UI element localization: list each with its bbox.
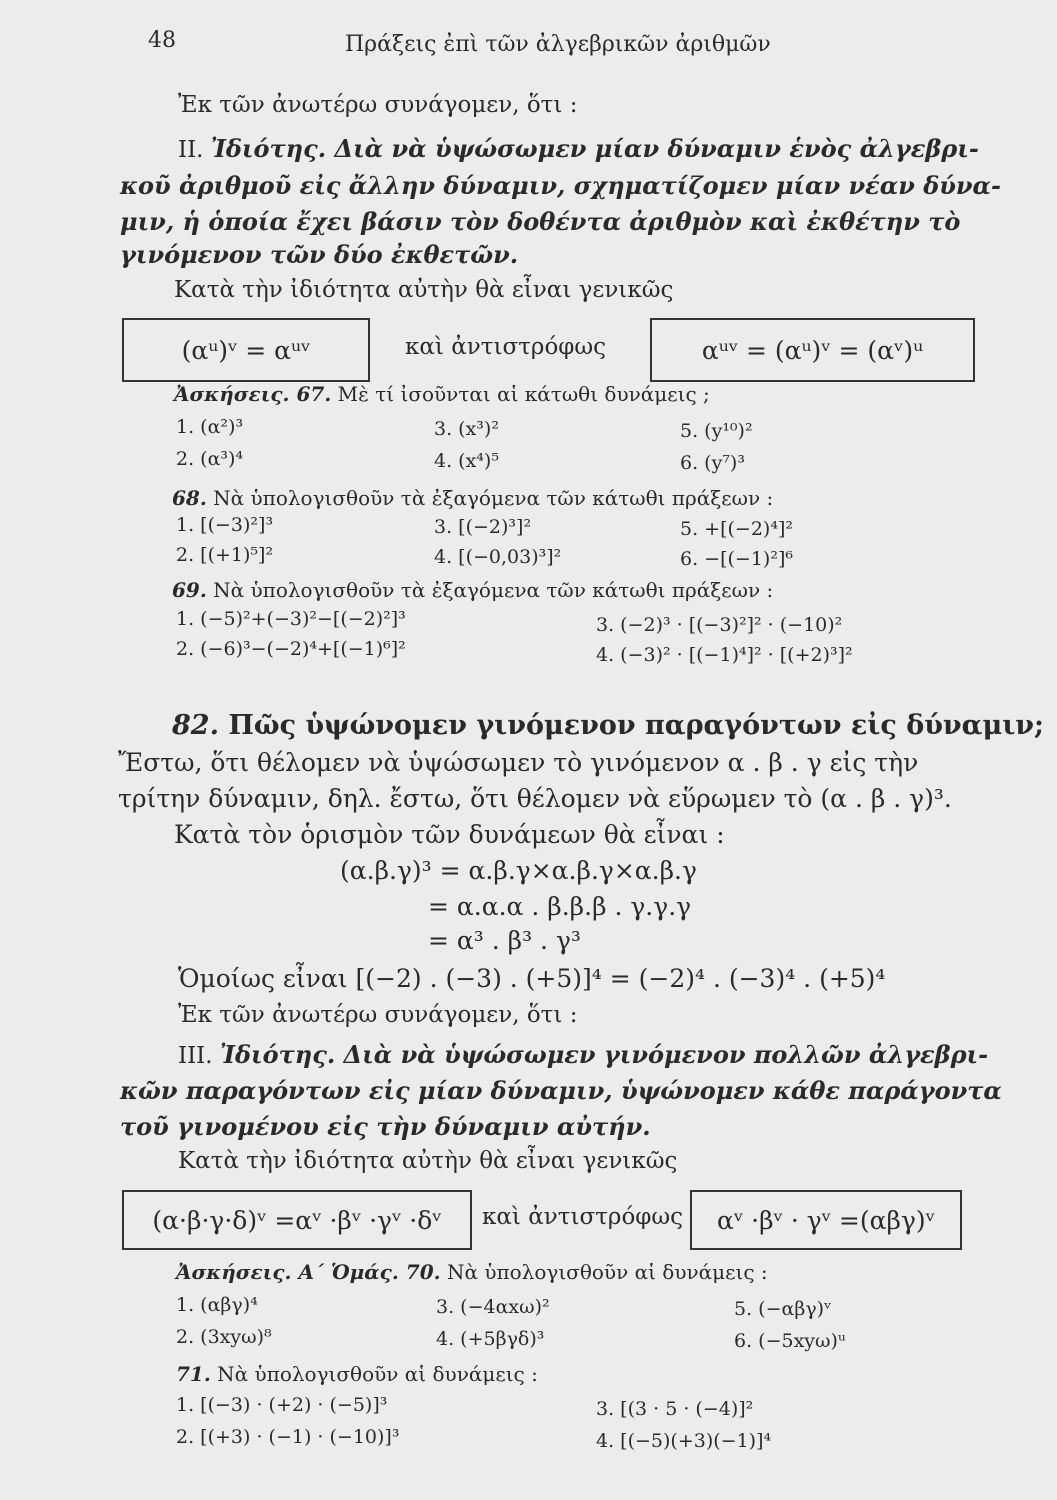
ex68-item-2: 2. [(+1)⁵]²	[176, 544, 274, 566]
exercise-question: Νὰ ὑπολογισθοῦν αἱ δυνάμεις :	[446, 1260, 768, 1284]
exercise-question: Νὰ ὑπολογισθοῦν αἱ δυνάμεις :	[217, 1362, 538, 1386]
ex68-item-5: 5. +[(−2)⁴]²	[680, 518, 793, 540]
property-label: III.	[178, 1043, 220, 1069]
ex68-item-6: 6. −[(−1)²]⁶	[680, 548, 793, 570]
exercise-label: Ἀσκήσεις. Α΄ Ὁμάς. 70.	[176, 1260, 441, 1284]
formula-left: (α·β·γ·δ)ᵛ =αᵛ ·βᵛ ·γᵛ ·δᵛ	[152, 1205, 442, 1235]
exercise-67-header	[174, 382, 710, 406]
property-text: Διὰ νὰ ὑψώσωμεν μίαν δύναμιν ἑνὸς ἀλγεβρι-	[326, 134, 979, 163]
property-text: Διὰ νὰ ὑψώσωμεν γινόμενον πολλῶν ἀλγεβρι-	[335, 1040, 989, 1069]
ex67-item-6: 6. (y⁷)³	[680, 452, 745, 474]
page-number: 48	[148, 28, 176, 53]
general-text: Κατὰ τὴν ἰδιότητα αὐτὴν θὰ εἶναι γενικῶς	[174, 277, 674, 303]
formula-box-left	[122, 318, 370, 382]
exercise-69-header	[172, 578, 773, 602]
ex68-item-4: 4. [(−0,03)³]²	[434, 546, 562, 568]
running-title: Πράξεις ἐπὶ τῶν ἀλγεβρικῶν ἀριθμῶν	[345, 32, 771, 57]
property-name: Ἰδιότης.	[210, 134, 327, 163]
s82-line3: Κατὰ τὸν ὁρισμὸν τῶν δυνάμεων θὰ εἶναι :	[174, 820, 725, 849]
similar-example: Ὁμοίως εἶναι [(−2) . (−3) . (+5)]⁴ = (−2)⁴ . (−3)⁴ . (+5)⁴	[178, 964, 886, 993]
property-ii-line1	[178, 134, 979, 163]
ex70-item-4: 4. (+5βγδ)³	[436, 1328, 545, 1350]
section-82-heading	[172, 710, 1044, 741]
exercise-label: Ἀσκήσεις. 67.	[174, 382, 332, 406]
ex71-item-1: 1. [(−3) · (+2) · (−5)]³	[176, 1394, 388, 1416]
property-label: II.	[178, 137, 211, 163]
exercise-label: 68.	[172, 486, 207, 510]
ex69-item-3: 3. (−2)³ · [(−3)²]² · (−10)²	[596, 614, 843, 636]
conversely-text-2: καὶ ἀντιστρόφως	[482, 1204, 684, 1230]
ex71-item-3: 3. [(3 · 5 · (−4)]²	[596, 1398, 754, 1420]
equation-line1: (α.β.γ)³ = α.β.γ×α.β.γ×α.β.γ	[340, 856, 697, 885]
ex70-item-2: 2. (3xyω)⁸	[176, 1326, 272, 1348]
property-iii-line2: κῶν παραγόντων εἰς μίαν δύναμιν, ὑψώνομεν κάθε παράγοντα	[120, 1076, 1002, 1105]
ex71-item-4: 4. [(−5)(+3)(−1)]⁴	[596, 1430, 772, 1452]
ex68-item-3: 3. [(−2)³]²	[434, 516, 532, 538]
property-iii-line1	[178, 1040, 988, 1069]
ex67-item-2: 2. (α³)⁴	[176, 448, 244, 470]
exercise-70-header	[176, 1260, 768, 1284]
property-name: Ἰδιότης.	[219, 1040, 336, 1069]
ex70-item-5: 5. (−αβγ)ᵛ	[734, 1298, 832, 1320]
ex67-item-4: 4. (x⁴)⁵	[434, 450, 499, 472]
ex67-item-3: 3. (x³)²	[434, 418, 499, 440]
exercise-question: Νὰ ὑπολογισθοῦν τὰ ἐξαγόμενα τῶν κάτωθι πράξεων :	[213, 578, 774, 602]
section-number: 82.	[172, 710, 219, 741]
ex68-item-1: 1. [(−3)²]³	[176, 514, 274, 536]
equation-line2: = α.α.α . β.β.β . γ.γ.γ	[428, 892, 692, 921]
general-text-2: Κατὰ τὴν ἰδιότητα αὐτὴν θὰ εἶναι γενικῶς	[178, 1148, 678, 1174]
ex69-item-1: 1. (−5)²+(−3)²−[(−2)²]³	[176, 608, 406, 630]
exercise-question: Μὲ τί ἰσοῦνται αἱ κάτωθι δυνάμεις ;	[337, 382, 710, 406]
formula-box-right-2	[690, 1190, 962, 1250]
intro-text-2: Ἐκ τῶν ἀνωτέρω συνάγομεν, ὅτι :	[178, 1002, 578, 1028]
ex67-item-1: 1. (α²)³	[176, 416, 244, 438]
section-title: Πῶς ὑψώνομεν γινόμενον παραγόντων εἰς δύναμιν;	[218, 710, 1044, 741]
exercise-question: Νὰ ὑπολογισθοῦν τὰ ἐξαγόμενα τῶν κάτωθι πράξεων :	[213, 486, 774, 510]
conversely-text: καὶ ἀντιστρόφως	[405, 334, 607, 360]
formula-left: (αᵘ)ᵛ = αᵘᵛ	[181, 335, 311, 365]
exercise-label: 71.	[176, 1362, 211, 1386]
ex70-item-1: 1. (αβγ)⁴	[176, 1294, 258, 1316]
ex70-item-6: 6. (−5xyω)ᵘ	[734, 1330, 846, 1352]
property-ii-line2: κοῦ ἀριθμοῦ εἰς ἄλλην δύναμιν, σχηματίζομεν μίαν νέαν δύνα-	[120, 171, 1001, 200]
ex70-item-3: 3. (−4αxω)²	[436, 1296, 550, 1318]
ex69-item-2: 2. (−6)³−(−2)⁴+[(−1)⁶]²	[176, 638, 406, 660]
property-iii-line3: τοῦ γινομένου εἰς τὴν δύναμιν αὐτήν.	[120, 1112, 651, 1141]
property-ii-line4: γινόμενον τῶν δύο ἐκθετῶν.	[120, 240, 519, 269]
formula-right: αᵘᵛ = (αᵘ)ᵛ = (αᵛ)ᵘ	[701, 335, 924, 365]
property-ii-line3: μιν, ἡ ὁποία ἔχει βάσιν τὸν δοθέντα ἀριθμὸν καὶ ἐκθέτην τὸ	[120, 207, 961, 236]
intro-text: Ἐκ τῶν ἀνωτέρω συνάγομεν, ὅτι :	[178, 92, 578, 118]
ex67-item-5: 5. (y¹⁰)²	[680, 420, 753, 442]
exercise-label: 69.	[172, 578, 207, 602]
s82-line2: τρίτην δύναμιν, δηλ. ἔστω, ὅτι θέλομεν νὰ εὕρωμεν τὸ (α . β . γ)³.	[118, 784, 952, 813]
formula-box-right	[650, 318, 975, 382]
exercise-71-header	[176, 1362, 538, 1386]
s82-line1: Ἔστω, ὅτι θέλομεν νὰ ὑψώσωμεν τὸ γινόμενον α . β . γ εἰς τὴν	[118, 748, 919, 777]
equation-line3: = α³ . β³ . γ³	[428, 926, 581, 955]
ex71-item-2: 2. [(+3) · (−1) · (−10)]³	[176, 1426, 400, 1448]
formula-right: αᵛ ·βᵛ · γᵛ =(αβγ)ᵛ	[717, 1205, 935, 1235]
formula-box-left-2	[122, 1190, 472, 1250]
ex69-item-4: 4. (−3)² · [(−1)⁴]² · [(+2)³]²	[596, 644, 853, 666]
exercise-68-header	[172, 486, 773, 510]
